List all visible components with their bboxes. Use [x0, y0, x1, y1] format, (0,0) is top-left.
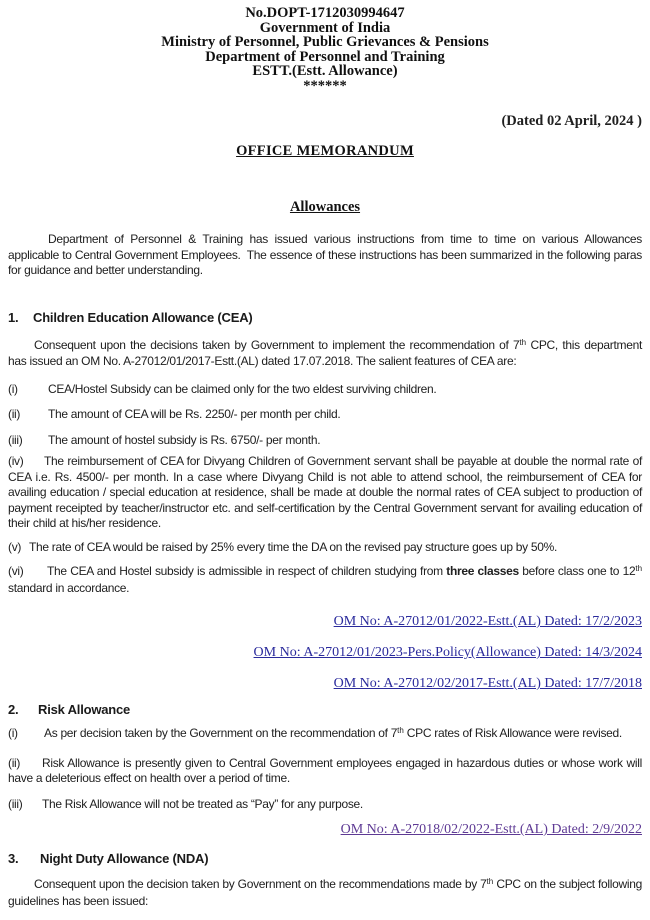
stars-divider: ****** — [303, 77, 347, 94]
section-3-number: 3. — [8, 851, 19, 866]
om-link-cea-2023[interactable]: OM No: A-27012/01/2022-Estt.(AL) Dated: 17/2/2023 — [333, 614, 642, 629]
org-line-establishment: ESTT.(Estt. Allowance) — [252, 63, 398, 79]
om-link-row — [8, 612, 642, 630]
memo-title: OFFICE MEMORANDUM — [236, 143, 414, 159]
section-1-heading — [8, 310, 642, 325]
section-2-heading — [8, 702, 642, 717]
superscript-th: th — [397, 726, 404, 735]
om-link-cea-2018[interactable]: OM No: A-27012/02/2017-Estt.(AL) Dated: 17/7/2018 — [333, 676, 642, 691]
risk-item-i: (i) As per decision taken by the Government on the recommendation of 7th CPC rates of Risk Allowance were revised. — [8, 726, 622, 740]
section-1-number: 1. — [8, 309, 19, 325]
risk-item-ii: (ii) Risk Allowance is presently given to Central Government employees engaged in hazardous duties or whose work will have a deleterious effect on health over a period of time. — [8, 755, 642, 785]
section-3-heading — [8, 851, 642, 866]
org-line-ministry: Ministry of Personnel, Public Grievances & Pensions — [161, 34, 489, 50]
org-line-government: Government of India — [259, 19, 391, 36]
cea-item-vi: (vi) The CEA and Hostel subsidy is admissible in respect of children studying from three classes before class one to 12th standard in accordance. — [8, 564, 643, 595]
om-link-row — [8, 643, 642, 661]
section-3-title: Night Duty Allowance (NDA) — [40, 851, 209, 866]
risk-item-iii: (iii) The Risk Allowance will not be treated as “Pay” for any purpose. — [8, 796, 363, 811]
cea-item-ii: (ii) The amount of CEA will be Rs. 2250/- per month per child. — [8, 407, 341, 421]
subject-title: Allowances — [289, 199, 361, 215]
intro-paragraph: Department of Personnel & Training has issued various instructions from time to time on various Allowances applicable to Central Government Employees. The essence of these instructions has been summarized in the following paras for guidance and better understanding. — [8, 232, 642, 277]
cea-item-i: (i) CEA/Hostel Subsidy can be claimed only for the two eldest surviving children. — [8, 381, 437, 396]
cea-item-iv: (iv) The reimbursement of CEA for Divyang Children of Government servant shall be payable at double the normal rate of CEA i.e. Rs. 4500/- per month. In a case where Divyang Child is not able to attend school, the reimbursement of CEA for availing education / special education at residence, shall be made at double the normal rates of CEA subject to production of payment receipted by teacher/instructor etc. and self-certification by the Central Government servant for availing education of their child at his/her residence. — [8, 454, 642, 530]
cea-item-v: (v) The rate of CEA would be raised by 25% every time the DA on the revised pay structure goes up by 50%. — [8, 539, 558, 554]
superscript-th: th — [519, 337, 527, 347]
section-1-title: Children Education Allowance (CEA) — [33, 309, 253, 325]
section-2-title: Risk Allowance — [38, 702, 131, 717]
om-link-row — [8, 820, 642, 838]
om-link-row — [8, 674, 642, 692]
superscript-th: th — [635, 564, 643, 573]
memo-title-row — [8, 142, 642, 160]
date-line: (Dated 02 April, 2024 ) — [501, 113, 642, 129]
section-1-paragraph: Consequent upon the decisions taken by Government to implement the recommendation of 7th CPC, this department has issued an OM No. A-27012/01/2017-Estt.(AL) dated 17.07.2018. The salient features of CEA are: — [8, 337, 642, 368]
subject-row — [8, 198, 642, 216]
cea-item-iii: (iii) The amount of hostel subsidy is Rs. 6750/- per month. — [8, 432, 321, 447]
org-line-department: Department of Personnel and Training — [205, 48, 445, 65]
section-2-number: 2. — [8, 702, 19, 717]
om-link-risk-2022[interactable]: OM No: A-27018/02/2022-Estt.(AL) Dated: 2/9/2022 — [340, 822, 642, 837]
superscript-th: th — [486, 877, 494, 886]
om-link-cea-2024[interactable]: OM No: A-27012/01/2023-Pers.Policy(Allowance) Dated: 14/3/2024 — [253, 645, 642, 660]
bold-three-classes: three classes — [446, 564, 519, 578]
reference-number: No.DOPT-1712030994647 — [245, 5, 405, 21]
section-3-paragraph: Consequent upon the decision taken by Government on the recommendations made by 7th CPC on the subject following guidelines has been issued: — [8, 877, 642, 908]
